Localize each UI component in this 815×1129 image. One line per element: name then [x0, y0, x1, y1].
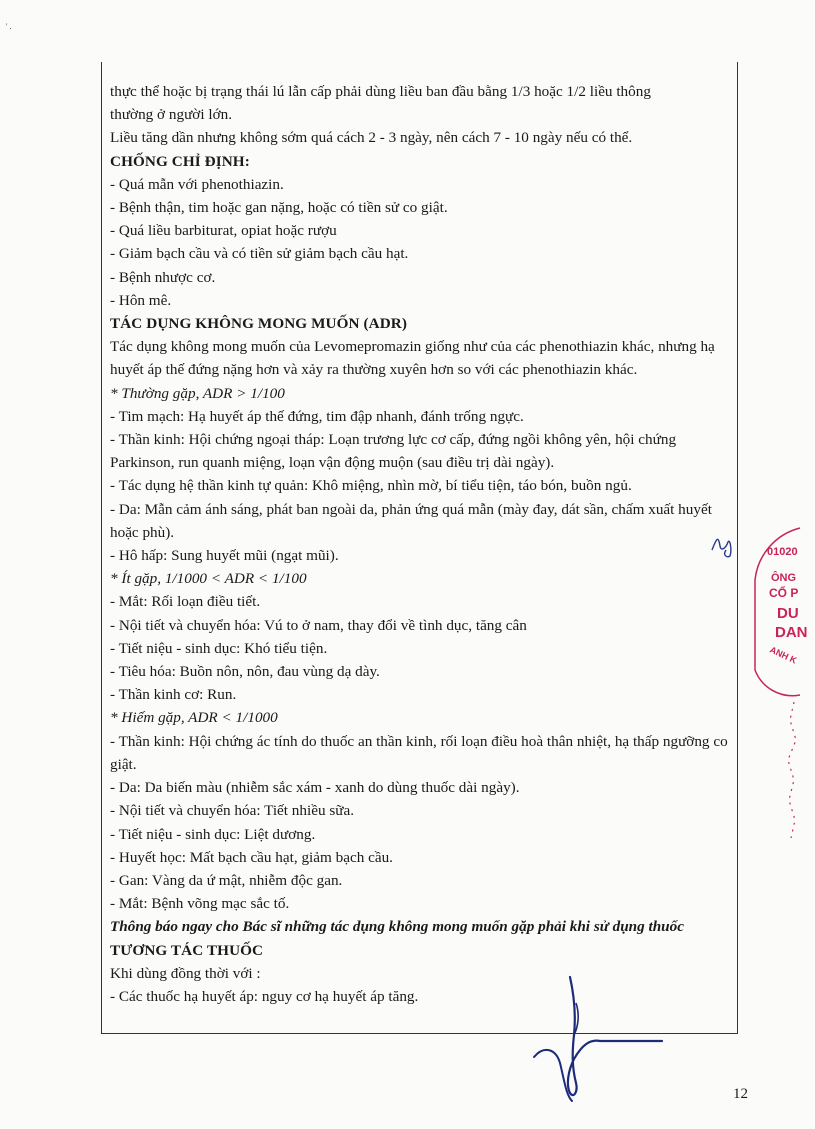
body-text-line: - Tiết niệu - sinh dục: Khó tiểu tiện.	[110, 639, 328, 657]
body-text-line: - Da: Da biến màu (nhiễm sắc xám - xanh do dùng thuốc dài ngày).	[110, 779, 520, 797]
stamp-line-5: DAN	[775, 624, 808, 641]
body-text-line: - Gan: Vàng da ứ mật, nhiễm độc gan.	[110, 871, 343, 889]
body-text-line: - Quá mẫn với phenothiazin.	[110, 175, 284, 193]
body-text-line: - Quá liều barbiturat, opiat hoặc rượu	[110, 222, 337, 240]
stamp-line-1: 01020	[767, 546, 798, 558]
stamp-line-6: ANH K	[768, 644, 799, 666]
scan-specks: ' .	[6, 22, 12, 31]
body-text-line: thực thể hoặc bị trạng thái lú lẫn cấp phải dùng liều ban đầu bằng 1/3 hoặc 1/2 liều thông	[110, 83, 651, 100]
section-heading: TƯƠNG TÁC THUỐC	[110, 941, 264, 959]
body-text-line: - Hôn mê.	[110, 291, 172, 309]
stamp-line-3: CỔ P	[769, 586, 799, 600]
red-company-stamp	[755, 520, 815, 710]
body-text-line: - Bệnh nhược cơ.	[110, 268, 216, 286]
stamp-line-2: ÔNG	[771, 572, 797, 584]
page-number: 12	[733, 1086, 748, 1102]
document-body	[110, 80, 730, 1008]
body-text-line: Khi dùng đồng thời với :	[110, 964, 261, 982]
stamp-dotted-edge	[780, 700, 800, 845]
body-text-line: - Huyết học: Mất bạch cầu hạt, giảm bạch cầu.	[110, 848, 393, 866]
body-paragraph: Tác dụng không mong muốn của Levomepromazin giống như của các phenothiazin khác, nhưng hạ huyết áp thế đứng nặng hơn và xảy ra thường xuyên hơn so với các phenothiazin khác.	[110, 338, 715, 379]
body-text-line: - Thần kinh cơ: Run.	[110, 686, 237, 704]
body-text-line: thường ở người lớn.	[110, 106, 232, 124]
frequency-subheading: * Thường gặp, ADR > 1/100	[110, 384, 285, 402]
stamp-line-4: DU	[777, 605, 799, 622]
body-text-line: - Hô hấp: Sung huyết mũi (ngạt mũi).	[110, 547, 339, 565]
body-text-line: - Tiết niệu - sinh dục: Liệt dương.	[110, 825, 316, 843]
body-text-line: - Giảm bạch cầu và có tiền sử giảm bạch cầu hạt.	[110, 245, 409, 263]
handwritten-initials	[708, 520, 738, 565]
body-text-line: - Tim mạch: Hạ huyết áp thế đứng, tim đập nhanh, đánh trống ngực.	[110, 407, 524, 425]
body-paragraph: - Da: Mẫn cảm ánh sáng, phát ban ngoài da, phản ứng quá mẫn (mày đay, dát sần, chấm xuất huyết hoặc phù).	[110, 500, 712, 541]
section-heading: CHỐNG CHỈ ĐỊNH:	[110, 152, 250, 170]
handwritten-signature	[530, 975, 670, 1110]
body-text-line: - Tác dụng hệ thần kinh tự quản: Khô miệng, nhìn mờ, bí tiểu tiện, táo bón, buồn ngủ.	[110, 477, 632, 495]
frequency-subheading: * Ít gặp, 1/1000 < ADR < 1/100	[110, 570, 307, 588]
body-paragraph: - Thần kinh: Hội chứng ác tính do thuốc an thần kinh, rối loạn điều hoà thân nhiệt, hạ thấp ngưỡng co giật.	[110, 732, 728, 773]
frequency-subheading: * Hiếm gặp, ADR < 1/1000	[110, 709, 278, 727]
body-text-line: - Nội tiết và chuyển hóa: Vú to ở nam, thay đổi về tình dục, tăng cân	[110, 616, 527, 634]
body-text-line: - Bệnh thận, tim hoặc gan nặng, hoặc có tiền sử co giật.	[110, 199, 448, 217]
section-heading: TÁC DỤNG KHÔNG MONG MUỐN (ADR)	[110, 315, 408, 333]
body-text-line: - Nội tiết và chuyển hóa: Tiết nhiều sữa.	[110, 802, 355, 820]
body-text-line: - Tiêu hóa: Buồn nôn, nôn, đau vùng dạ dày.	[110, 663, 380, 681]
body-text-line: - Mắt: Bệnh võng mạc sắc tố.	[110, 895, 290, 913]
body-text-line: Liều tăng dần nhưng không sớm quá cách 2 - 3 ngày, nên cách 7 - 10 ngày nếu có thể.	[110, 129, 633, 147]
body-text-line: - Mắt: Rối loạn điều tiết.	[110, 593, 261, 611]
notice-text: Thông báo ngay cho Bác sĩ những tác dụng không mong muốn gặp phải khi sử dụng thuốc	[110, 918, 684, 936]
body-paragraph: - Thần kinh: Hội chứng ngoại tháp: Loạn trương lực cơ cấp, đứng ngồi không yên, hội chứng Parkinson, run quanh miệng, loạn vận động muộn (sau điều trị dài ngày).	[110, 431, 677, 472]
body-text-line: - Các thuốc hạ huyết áp: nguy cơ hạ huyết áp tăng.	[110, 987, 419, 1005]
